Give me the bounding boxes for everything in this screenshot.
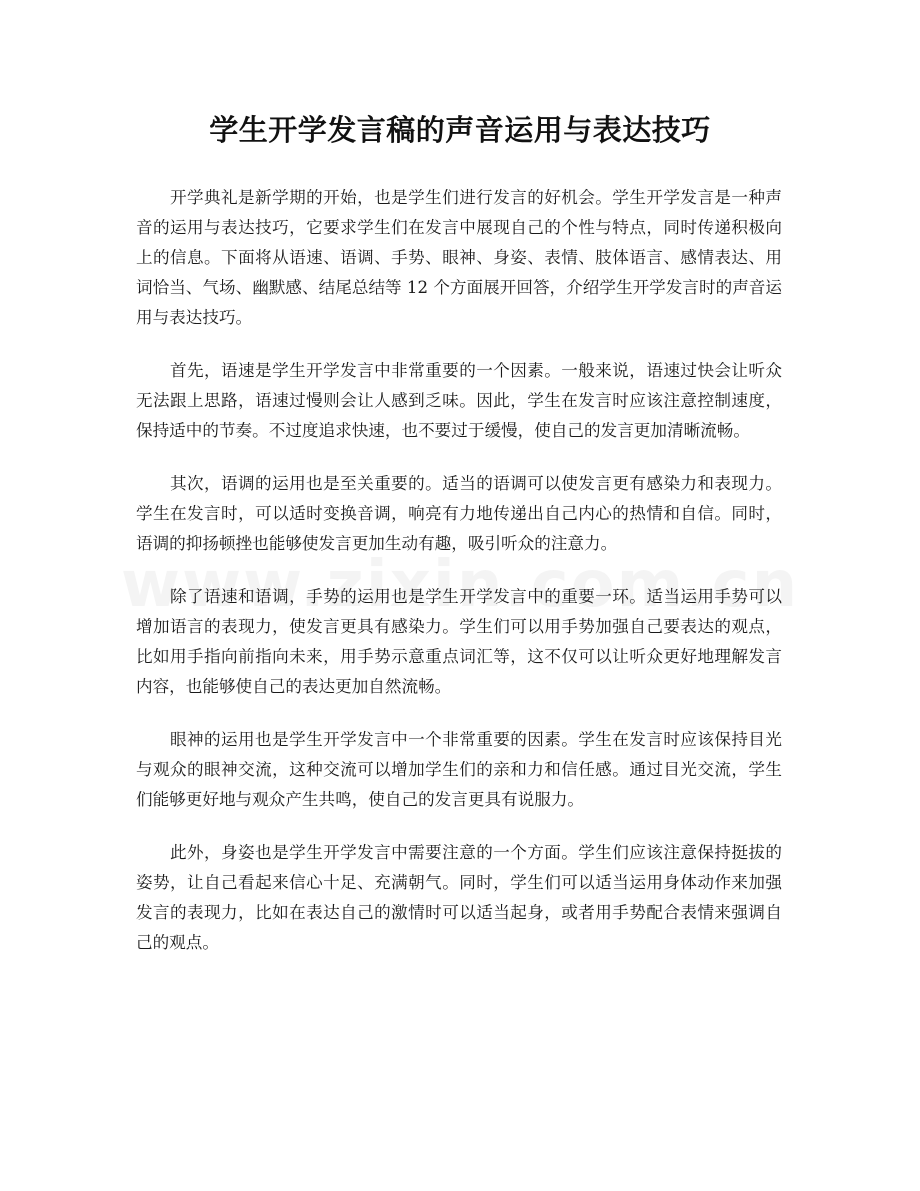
- paragraph-intro: 开学典礼是新学期的开始，也是学生们进行发言的好机会。学生开学发言是一种声音的运用与表达技巧，它要求学生们在发言中展现自己的个性与特点，同时传递积极向上的信息。下面将从语速、语调、手势、眼神、身姿、表情、肢体语言、感情表达、用词恰当、气场、幽默感、结尾总结等 12 个方面展开回答，介绍学生开学发言时的声音运用与表达技巧。: [136, 188, 782, 327]
- paragraph-intonation: 其次，语调的运用也是至关重要的。适当的语调可以使发言更有感染力和表现力。学生在发言时，可以适时变换音调，响亮有力地传递出自己内心的热情和自信。同时，语调的抑扬顿挫也能够使发言更加生动有趣，吸引听众的注意力。: [136, 474, 782, 553]
- paragraph-posture: 此外，身姿也是学生开学发言中需要注意的一个方面。学生们应该注意保持挺拔的姿势，让自己看起来信心十足、充满朝气。同时，学生们可以适当运用身体动作来加强发言的表现力，比如在表达自己的激情时可以适当起身，或者用手势配合表情来强调自己的观点。: [136, 843, 782, 952]
- document-body: [136, 183, 782, 981]
- paragraph-eye-contact: 眼神的运用也是学生开学发言中一个非常重要的因素。学生在发言时应该保持目光与观众的眼神交流，这种交流可以增加学生们的亲和力和信任感。通过目光交流，学生们能够更好地与观众产生共鸣，使自己的发言更具有说服力。: [136, 730, 782, 809]
- page-title: 学生开学发言稿的声音运用与表达技巧: [209, 113, 711, 147]
- paragraph-gestures: 除了语速和语调，手势的运用也是学生开学发言中的重要一环。适当运用手势可以增加语言的表现力，使发言更具有感染力。学生们可以用手势加强自己要表达的观点，比如用手指向前指向未来，用手势示意重点词汇等，这不仅可以让听众更好地理解发言内容，也能够使自己的表达更加自然流畅。: [136, 587, 782, 696]
- paragraph-speech-speed: 首先，语速是学生开学发言中非常重要的一个因素。一般来说，语速过快会让听众无法跟上思路，语速过慢则会让人感到乏味。因此，学生在发言时应该注意控制速度，保持适中的节奏。不过度追求快速，也不要过于缓慢，使自己的发言更加清晰流畅。: [136, 361, 782, 440]
